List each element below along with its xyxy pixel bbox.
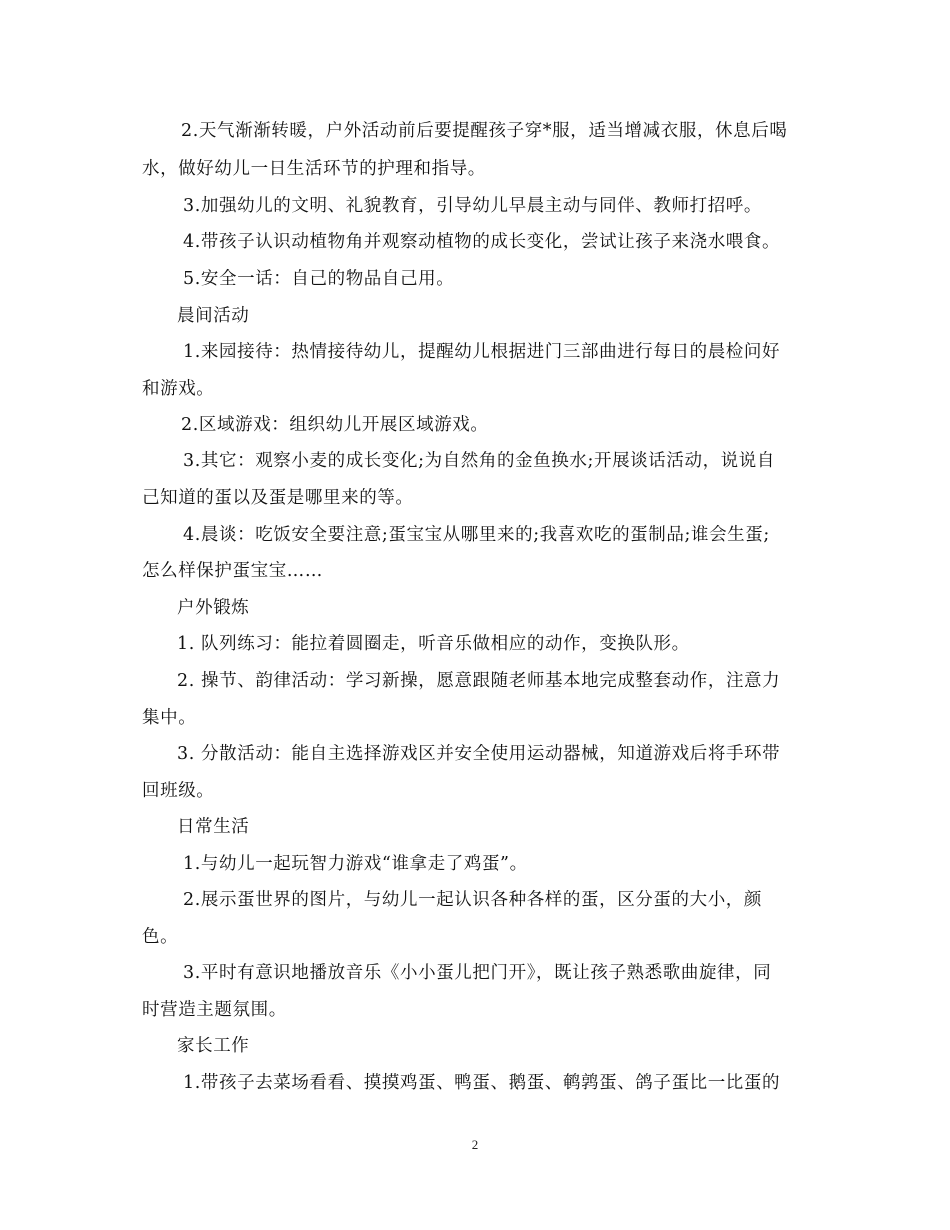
paragraph-line: 3.其它：观察小麦的成长变化;为自然角的金鱼换水;开展谈话活动，说说自 [183,451,775,471]
section-heading: 家长工作 [177,1036,250,1056]
paragraph-line: 色。 [142,927,179,947]
paragraph-line: 3. 分散活动：能自主选择游戏区并安全使用运动器械，知道游戏后将手环带 [177,744,781,764]
paragraph-line: 4.晨谈：吃饭安全要注意;蛋宝宝从哪里来的;我喜欢吃的蛋制品;谁会生蛋; [183,525,770,545]
section-heading: 晨间活动 [177,306,250,326]
paragraph-line: 1. 队列练习：能拉着圆圈走，听音乐做相应的动作，变换队形。 [177,634,690,654]
paragraph-line: 2.区域游戏：组织幼儿开展区域游戏。 [181,415,489,435]
paragraph-line: 己知道的蛋以及蛋是哪里来的等。 [142,488,414,508]
paragraph-line: 水，做好幼儿一日生活环节的护理和指导。 [142,159,486,179]
paragraph-line: 3.平时有意识地播放音乐《小小蛋儿把门开》，既让孩子熟悉歌曲旋律，同 [183,963,772,983]
paragraph-line: 2.天气渐渐转暖，户外活动前后要提醒孩子穿*服，适当增减衣服，休息后喝 [181,121,788,141]
paragraph-line: 和游戏。 [142,379,215,399]
paragraph-line: 3.加强幼儿的文明、礼貌教育，引导幼儿早晨主动与同伴、教师打招呼。 [183,196,762,216]
paragraph-line: 时营造主题氛围。 [142,1000,287,1020]
paragraph-line: 集中。 [142,708,197,728]
page-number: 2 [471,1137,479,1152]
section-heading: 日常生活 [177,817,250,837]
paragraph-line: 2.展示蛋世界的图片，与幼儿一起认识各种各样的蛋，区分蛋的大小，颜 [183,890,762,910]
section-heading: 户外锻炼 [177,598,250,618]
paragraph-line: 1.带孩子去菜场看看、摸摸鸡蛋、鸭蛋、鹅蛋、鹌鹑蛋、鸽子蛋比一比蛋的 [183,1073,781,1093]
paragraph-line: 2. 操节、韵律活动：学习新操，愿意跟随老师基本地完成整套动作，注意力 [177,671,781,691]
paragraph-line: 怎么样保护蛋宝宝…… [142,561,323,581]
paragraph-line: 1.与幼儿一起玩智力游戏“谁拿走了鸡蛋”。 [183,854,528,874]
paragraph-line: 5.安全一话：自己的物品自己用。 [183,269,455,289]
paragraph-line: 回班级。 [142,781,215,801]
paragraph-line: 1.来园接待：热情接待幼儿，提醒幼儿根据进门三部曲进行每日的晨检问好 [183,342,781,362]
paragraph-line: 4.带孩子认识动植物角并观察动植物的成长变化，尝试让孩子来浇水喂食。 [183,232,781,252]
